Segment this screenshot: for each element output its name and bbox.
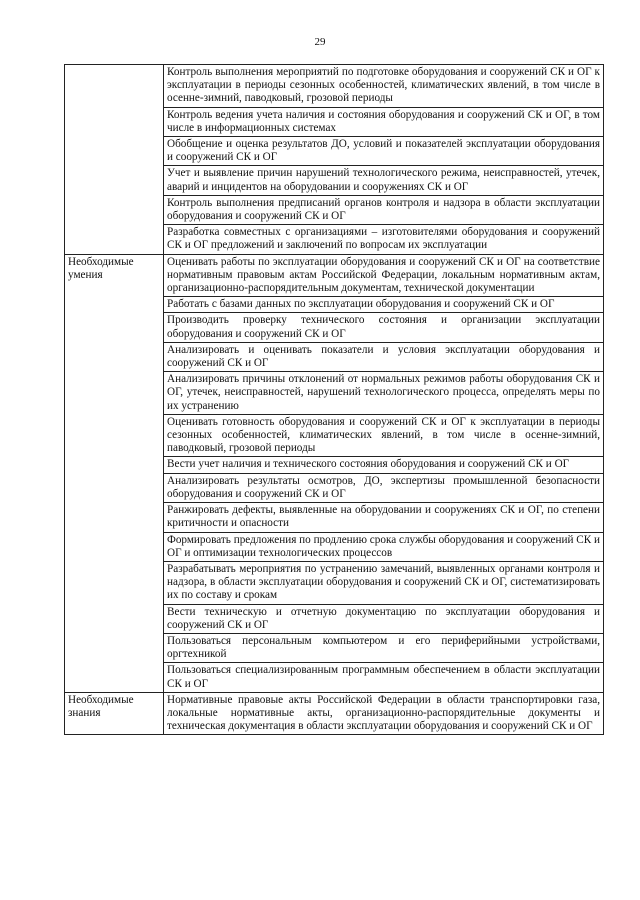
- section-label: Необходимые умения: [65, 254, 164, 692]
- table-body: [65, 65, 604, 735]
- table-cell: Формировать предложения по продлению срока службы оборудования и сооружений СК и ОГ и оптимизации технологических процессов: [164, 532, 604, 561]
- table-cell: Контроль ведения учета наличия и состояния оборудования и сооружений СК и ОГ, в том числе в информационных системах: [164, 107, 604, 136]
- table-cell: Вести техническую и отчетную документацию по эксплуатации оборудования и сооружений СК и ОГ: [164, 604, 604, 633]
- page-number: 29: [314, 36, 326, 48]
- table-row: [65, 692, 604, 735]
- table-cell: Оценивать работы по эксплуатации оборудования и сооружений СК и ОГ на соответствие нормативным правовым актам Российской Федерации, локальным нормативным актам, организационно-распорядительным документам, технической документации: [164, 254, 604, 297]
- table-row: [65, 65, 604, 108]
- table-cell: Нормативные правовые акты Российской Федерации в области транспортировки газа, локальные нормативные акты, организационно-распорядительные документы и техническая документация в области эксплуатации оборудования и сооружений СК и ОГ: [164, 692, 604, 735]
- section-label: [65, 65, 164, 255]
- table-cell: Учет и выявление причин нарушений технологического режима, неисправностей, утечек, аварий и инцидентов на оборудовании и сооружениях СК и ОГ: [164, 166, 604, 195]
- table-row: [65, 254, 604, 297]
- table-cell: Разработка совместных с организациями – изготовителями оборудования и сооружений СК и ОГ предложений и заключений по вопросам их эксплуатации: [164, 225, 604, 254]
- table-cell: Анализировать результаты осмотров, ДО, экспертизы промышленной безопасности оборудования и сооружений СК и ОГ: [164, 473, 604, 502]
- table-cell: Оценивать готовность оборудования и сооружений СК и ОГ к эксплуатации в периоды сезонных особенностей, климатических явлений, в том числе в осенне-зимний, паводковый, грозовой периоды: [164, 414, 604, 457]
- table-cell: Обобщение и оценка результатов ДО, условий и показателей эксплуатации оборудования и сооружений СК и ОГ: [164, 137, 604, 166]
- table-cell: Разрабатывать мероприятия по устранению замечаний, выявленных органами контроля и надзора, в области эксплуатации оборудования и сооружений СК и ОГ, систематизировать их по составу и срокам: [164, 561, 604, 604]
- table-cell: Контроль выполнения мероприятий по подготовке оборудования и сооружений СК и ОГ к эксплуатации в периоды сезонных особенностей, климатических явлений, в том числе в осенне-зимний, паводковый, грозовой периоды: [164, 65, 604, 108]
- table-cell: Производить проверку технического состояния и организации эксплуатации оборудования и сооружений СК и ОГ: [164, 313, 604, 342]
- table-cell: Анализировать причины отклонений от нормальных режимов работы оборудования СК и ОГ, утечек, неисправностей, нарушений технологического процесса, определять меры по их устранению: [164, 372, 604, 415]
- table-cell: Ранжировать дефекты, выявленные на оборудовании и сооружениях СК и ОГ, по степени критичности и опасности: [164, 503, 604, 532]
- table-cell: Работать с базами данных по эксплуатации оборудования и сооружений СК и ОГ: [164, 297, 604, 313]
- table-cell: Контроль выполнения предписаний органов контроля и надзора в области эксплуатации оборудования и сооружений СК и ОГ: [164, 195, 604, 224]
- table-cell: Анализировать и оценивать показатели и условия эксплуатации оборудования и сооружений СК и ОГ: [164, 342, 604, 371]
- table-cell: Пользоваться персональным компьютером и его периферийными устройствами, оргтехникой: [164, 633, 604, 662]
- competency-table: [64, 64, 604, 735]
- table-cell: Вести учет наличия и технического состояния оборудования и сооружений СК и ОГ: [164, 457, 604, 473]
- table-cell: Пользоваться специализированным программным обеспечением в области эксплуатации СК и ОГ: [164, 663, 604, 692]
- section-label: Необходимые знания: [65, 692, 164, 735]
